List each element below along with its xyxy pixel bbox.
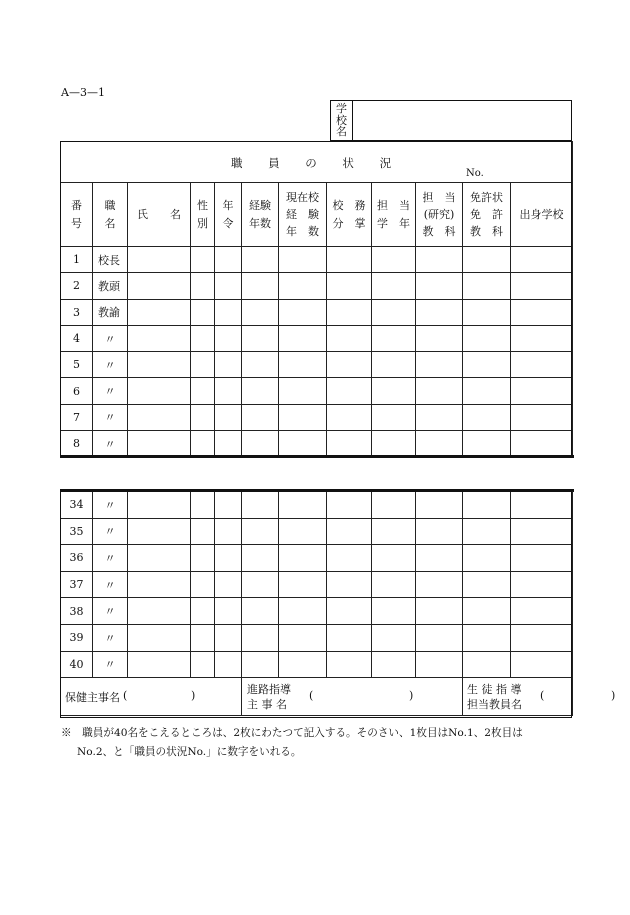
table-row <box>61 518 573 545</box>
entry-cell[interactable] <box>279 518 327 545</box>
entry-cell[interactable] <box>215 404 242 430</box>
career-guidance-cell[interactable] <box>242 678 463 716</box>
row-number: 37 <box>61 571 93 598</box>
entry-cell[interactable] <box>511 325 573 351</box>
table-row <box>61 651 573 678</box>
entry-cell[interactable] <box>215 598 242 625</box>
entry-cell[interactable] <box>128 273 191 299</box>
entry-cell[interactable] <box>511 431 573 457</box>
row-position: 〃 <box>93 598 128 625</box>
row-number: 3 <box>61 299 93 325</box>
row-position: 〃 <box>93 325 128 351</box>
entry-cell[interactable] <box>463 518 511 545</box>
entry-cell[interactable] <box>372 492 416 519</box>
header-text-line: 名 <box>104 216 116 230</box>
entry-cell[interactable] <box>463 247 511 273</box>
career-guidance-close-paren: ) <box>409 689 414 703</box>
header-current-school-years <box>279 183 327 247</box>
header-text-line: 免 許 <box>470 207 503 221</box>
entry-cell[interactable] <box>215 518 242 545</box>
header-assigned-subject <box>416 183 463 247</box>
table-title: 職 員 の 状 況 <box>230 156 403 170</box>
row-position: 〃 <box>93 545 128 572</box>
entry-cell[interactable] <box>279 247 327 273</box>
entry-cell[interactable] <box>191 518 215 545</box>
header-name <box>128 183 191 247</box>
entry-cell[interactable] <box>128 624 191 651</box>
entry-cell[interactable] <box>327 545 372 572</box>
row-position: 〃 <box>93 378 128 404</box>
school-name-box <box>330 100 572 141</box>
student-guidance-label-line1: 生 徒 指 導 <box>467 683 522 697</box>
entry-cell[interactable] <box>416 571 463 598</box>
document-id: A—3—1 <box>61 86 105 99</box>
staff-table-bottom <box>60 491 616 716</box>
entry-cell[interactable] <box>416 247 463 273</box>
entry-cell[interactable] <box>327 651 372 678</box>
entry-cell[interactable] <box>372 624 416 651</box>
header-text-line: 校 務 <box>332 199 366 213</box>
entry-cell[interactable] <box>511 378 573 404</box>
header-text-line: 教 科 <box>422 225 456 239</box>
table-row <box>61 325 573 351</box>
school-name-field[interactable] <box>353 101 571 140</box>
entry-cell[interactable] <box>242 325 279 351</box>
student-guidance-label-line2: 担当教員名 <box>467 698 522 712</box>
entry-cell[interactable] <box>191 352 215 378</box>
entry-cell[interactable] <box>372 247 416 273</box>
entry-cell[interactable] <box>463 651 511 678</box>
header-text-line: 経験 <box>249 199 271 213</box>
entry-cell[interactable] <box>327 598 372 625</box>
entry-cell[interactable] <box>416 545 463 572</box>
header-text-line: 番 <box>71 199 82 213</box>
entry-cell[interactable] <box>191 299 215 325</box>
entry-cell[interactable] <box>327 492 372 519</box>
entry-cell[interactable] <box>242 571 279 598</box>
entry-cell[interactable] <box>279 352 327 378</box>
entry-cell[interactable] <box>372 325 416 351</box>
header-text-line: 別 <box>197 216 208 230</box>
entry-cell[interactable] <box>191 431 215 457</box>
school-label-char-1: 学 <box>336 102 347 116</box>
entry-cell[interactable] <box>372 352 416 378</box>
entry-cell[interactable] <box>327 624 372 651</box>
row-position: 〃 <box>93 624 128 651</box>
entry-cell[interactable] <box>242 352 279 378</box>
entry-cell[interactable] <box>128 545 191 572</box>
entry-cell[interactable] <box>242 518 279 545</box>
entry-cell[interactable] <box>463 545 511 572</box>
table-row <box>61 404 573 430</box>
row-number: 40 <box>61 651 93 678</box>
header-text-line: 号 <box>71 216 82 230</box>
entry-cell[interactable] <box>416 598 463 625</box>
entry-cell[interactable] <box>191 598 215 625</box>
table-row <box>61 431 573 457</box>
header-text-line: 学 年 <box>377 216 410 230</box>
entry-cell[interactable] <box>372 299 416 325</box>
row-position: 〃 <box>93 571 128 598</box>
table-row <box>61 598 573 625</box>
table-row <box>61 273 573 299</box>
entry-cell[interactable] <box>327 325 372 351</box>
entry-cell[interactable] <box>128 518 191 545</box>
entry-cell[interactable] <box>372 651 416 678</box>
entry-cell[interactable] <box>416 651 463 678</box>
entry-cell[interactable] <box>191 273 215 299</box>
entry-cell[interactable] <box>511 518 573 545</box>
entry-cell[interactable] <box>327 299 372 325</box>
entry-cell[interactable] <box>215 325 242 351</box>
entry-cell[interactable] <box>511 624 573 651</box>
entry-cell[interactable] <box>372 571 416 598</box>
entry-cell[interactable] <box>242 273 279 299</box>
entry-cell[interactable] <box>511 651 573 678</box>
entry-cell[interactable] <box>215 378 242 404</box>
entry-cell[interactable] <box>279 378 327 404</box>
entry-cell[interactable] <box>279 325 327 351</box>
entry-cell[interactable] <box>279 273 327 299</box>
entry-cell[interactable] <box>463 352 511 378</box>
entry-cell[interactable] <box>128 571 191 598</box>
header-text-line: 出身学校 <box>519 207 564 221</box>
entry-cell[interactable] <box>191 378 215 404</box>
entry-cell[interactable] <box>191 325 215 351</box>
entry-cell[interactable] <box>191 545 215 572</box>
entry-cell[interactable] <box>372 431 416 457</box>
entry-cell[interactable] <box>242 378 279 404</box>
entry-cell[interactable] <box>416 404 463 430</box>
entry-cell[interactable] <box>215 247 242 273</box>
entry-cell[interactable] <box>279 624 327 651</box>
row-number: 1 <box>61 247 93 273</box>
entry-cell[interactable] <box>511 247 573 273</box>
row-position: 教頭 <box>93 273 128 299</box>
entry-cell[interactable] <box>511 492 573 519</box>
row-number: 39 <box>61 624 93 651</box>
row-number: 36 <box>61 545 93 572</box>
entry-cell[interactable] <box>242 492 279 519</box>
footnote-line-1: ※ 職員が40名をこえるところは、2枚にわたつて記入する。そのさい、1枚目はNo.1、2枚目は <box>61 727 523 739</box>
header-text-line: 経 験 <box>286 207 319 221</box>
entry-cell[interactable] <box>242 431 279 457</box>
entry-cell[interactable] <box>279 571 327 598</box>
row-number: 5 <box>61 352 93 378</box>
entry-cell[interactable] <box>279 492 327 519</box>
health-officer-open-paren: ( <box>123 689 128 703</box>
header-text-line: 担 当 <box>377 199 410 213</box>
entry-cell[interactable] <box>215 273 242 299</box>
table-row <box>61 299 573 325</box>
health-officer-label: 保健主事名 <box>65 691 120 705</box>
entry-cell[interactable] <box>242 299 279 325</box>
page-break-line-top <box>60 455 574 458</box>
entry-cell[interactable] <box>372 273 416 299</box>
header-text-line: 令 <box>222 216 234 230</box>
entry-cell[interactable] <box>463 404 511 430</box>
entry-cell[interactable] <box>511 352 573 378</box>
entry-cell[interactable] <box>128 352 191 378</box>
table-row <box>61 492 573 519</box>
row-position: 校長 <box>93 247 128 273</box>
row-number: 35 <box>61 518 93 545</box>
entry-cell[interactable] <box>215 352 242 378</box>
header-sex <box>191 183 215 247</box>
health-officer-close-paren: ) <box>191 689 196 703</box>
student-guidance-close-paren: ) <box>611 689 616 703</box>
entry-cell[interactable] <box>416 518 463 545</box>
entry-cell[interactable] <box>327 247 372 273</box>
entry-cell[interactable] <box>463 598 511 625</box>
school-label-char-2: 校 <box>336 113 347 127</box>
entry-cell[interactable] <box>128 247 191 273</box>
row-position: 〃 <box>93 404 128 430</box>
entry-cell[interactable] <box>128 299 191 325</box>
career-guidance-label-line1: 進路指導 <box>247 683 291 697</box>
header-text-line: 現在校 <box>286 190 319 204</box>
header-license-subject <box>463 183 511 247</box>
header-text-line: 教 科 <box>470 225 503 239</box>
entry-cell[interactable] <box>279 431 327 457</box>
header-school-duties <box>327 183 372 247</box>
row-number: 34 <box>61 492 93 519</box>
entry-cell[interactable] <box>327 571 372 598</box>
row-position: 〃 <box>93 492 128 519</box>
entry-cell[interactable] <box>511 545 573 572</box>
career-guidance-open-paren: ( <box>309 689 314 703</box>
entry-cell[interactable] <box>416 325 463 351</box>
sheet-number-label: No. <box>466 168 484 179</box>
entry-cell[interactable] <box>191 404 215 430</box>
header-text-line: 年 <box>222 199 234 213</box>
entry-cell[interactable] <box>372 598 416 625</box>
entry-cell[interactable] <box>463 624 511 651</box>
entry-cell[interactable] <box>242 651 279 678</box>
entry-cell[interactable] <box>327 352 372 378</box>
header-text-line: 氏 名 <box>137 207 181 221</box>
school-label-char-3: 名 <box>336 125 347 139</box>
entry-cell[interactable] <box>463 325 511 351</box>
entry-cell[interactable] <box>215 431 242 457</box>
entry-cell[interactable] <box>215 299 242 325</box>
entry-cell[interactable] <box>463 273 511 299</box>
entry-cell[interactable] <box>463 492 511 519</box>
footnote <box>61 724 581 761</box>
staff-table-top <box>60 141 573 457</box>
row-position: 〃 <box>93 352 128 378</box>
entry-cell[interactable] <box>242 545 279 572</box>
entry-cell[interactable] <box>511 571 573 598</box>
entry-cell[interactable] <box>242 624 279 651</box>
header-text-line: 年数 <box>249 216 271 230</box>
entry-cell[interactable] <box>372 545 416 572</box>
entry-cell[interactable] <box>511 299 573 325</box>
entry-cell[interactable] <box>372 378 416 404</box>
health-officer-cell[interactable] <box>61 678 242 716</box>
entry-cell[interactable] <box>279 404 327 430</box>
student-guidance-cell[interactable] <box>463 678 616 716</box>
entry-cell[interactable] <box>372 404 416 430</box>
row-number: 8 <box>61 431 93 457</box>
table-row <box>61 247 573 273</box>
entry-cell[interactable] <box>279 651 327 678</box>
entry-cell[interactable] <box>416 378 463 404</box>
header-text-line: 年 数 <box>286 225 319 239</box>
table-row <box>61 545 573 572</box>
row-number: 2 <box>61 273 93 299</box>
entry-cell[interactable] <box>191 247 215 273</box>
entry-cell[interactable] <box>215 545 242 572</box>
header-alma-mater <box>511 183 573 247</box>
entry-cell[interactable] <box>215 624 242 651</box>
table-row <box>61 352 573 378</box>
table-header-row <box>61 183 573 247</box>
header-experience-years <box>242 183 279 247</box>
table-row <box>61 378 573 404</box>
row-number: 6 <box>61 378 93 404</box>
header-text-line: (研究) <box>423 207 455 221</box>
footer-row <box>61 678 573 716</box>
entry-cell[interactable] <box>511 598 573 625</box>
entry-cell[interactable] <box>242 598 279 625</box>
header-age <box>215 183 242 247</box>
header-text-line: 職 <box>104 199 116 213</box>
entry-cell[interactable] <box>128 492 191 519</box>
entry-cell[interactable] <box>242 404 279 430</box>
entry-cell[interactable] <box>463 571 511 598</box>
entry-cell[interactable] <box>416 273 463 299</box>
row-position: 〃 <box>93 651 128 678</box>
footnote-line-2: No.2、と「職員の状況No.」に数字をいれる。 <box>77 745 302 758</box>
entry-cell[interactable] <box>463 299 511 325</box>
school-name-label <box>331 101 353 140</box>
entry-cell[interactable] <box>416 299 463 325</box>
header-text-line: 担 当 <box>422 190 456 204</box>
entry-cell[interactable] <box>242 247 279 273</box>
row-position: 教諭 <box>93 299 128 325</box>
entry-cell[interactable] <box>191 492 215 519</box>
entry-cell[interactable] <box>372 518 416 545</box>
entry-cell[interactable] <box>215 571 242 598</box>
table-row <box>61 624 573 651</box>
student-guidance-open-paren: ( <box>540 689 545 703</box>
entry-cell[interactable] <box>511 273 573 299</box>
entry-cell[interactable] <box>327 404 372 430</box>
header-text-line: 免許状 <box>470 190 503 204</box>
header-assigned-grade <box>372 183 416 247</box>
entry-cell[interactable] <box>279 299 327 325</box>
entry-cell[interactable] <box>128 431 191 457</box>
entry-cell[interactable] <box>191 651 215 678</box>
career-guidance-label-line2: 主 事 名 <box>247 698 287 712</box>
entry-cell[interactable] <box>327 431 372 457</box>
entry-cell[interactable] <box>128 404 191 430</box>
entry-cell[interactable] <box>416 431 463 457</box>
entry-cell[interactable] <box>191 571 215 598</box>
row-number: 7 <box>61 404 93 430</box>
entry-cell[interactable] <box>463 378 511 404</box>
header-number <box>61 183 93 247</box>
header-position <box>93 183 128 247</box>
entry-cell[interactable] <box>128 598 191 625</box>
entry-cell[interactable] <box>215 651 242 678</box>
row-position: 〃 <box>93 518 128 545</box>
entry-cell[interactable] <box>327 273 372 299</box>
entry-cell[interactable] <box>191 624 215 651</box>
entry-cell[interactable] <box>327 518 372 545</box>
entry-cell[interactable] <box>416 352 463 378</box>
entry-cell[interactable] <box>215 492 242 519</box>
header-text-line: 分 掌 <box>332 216 366 230</box>
table-row <box>61 571 573 598</box>
entry-cell[interactable] <box>416 492 463 519</box>
row-position: 〃 <box>93 431 128 457</box>
entry-cell[interactable] <box>327 378 372 404</box>
entry-cell[interactable] <box>279 598 327 625</box>
entry-cell[interactable] <box>511 404 573 430</box>
table-title-cell <box>61 142 573 183</box>
entry-cell[interactable] <box>128 651 191 678</box>
row-number: 4 <box>61 325 93 351</box>
entry-cell[interactable] <box>463 431 511 457</box>
entry-cell[interactable] <box>279 545 327 572</box>
row-number: 38 <box>61 598 93 625</box>
entry-cell[interactable] <box>128 378 191 404</box>
entry-cell[interactable] <box>416 624 463 651</box>
header-text-line: 性 <box>197 199 208 213</box>
entry-cell[interactable] <box>128 325 191 351</box>
